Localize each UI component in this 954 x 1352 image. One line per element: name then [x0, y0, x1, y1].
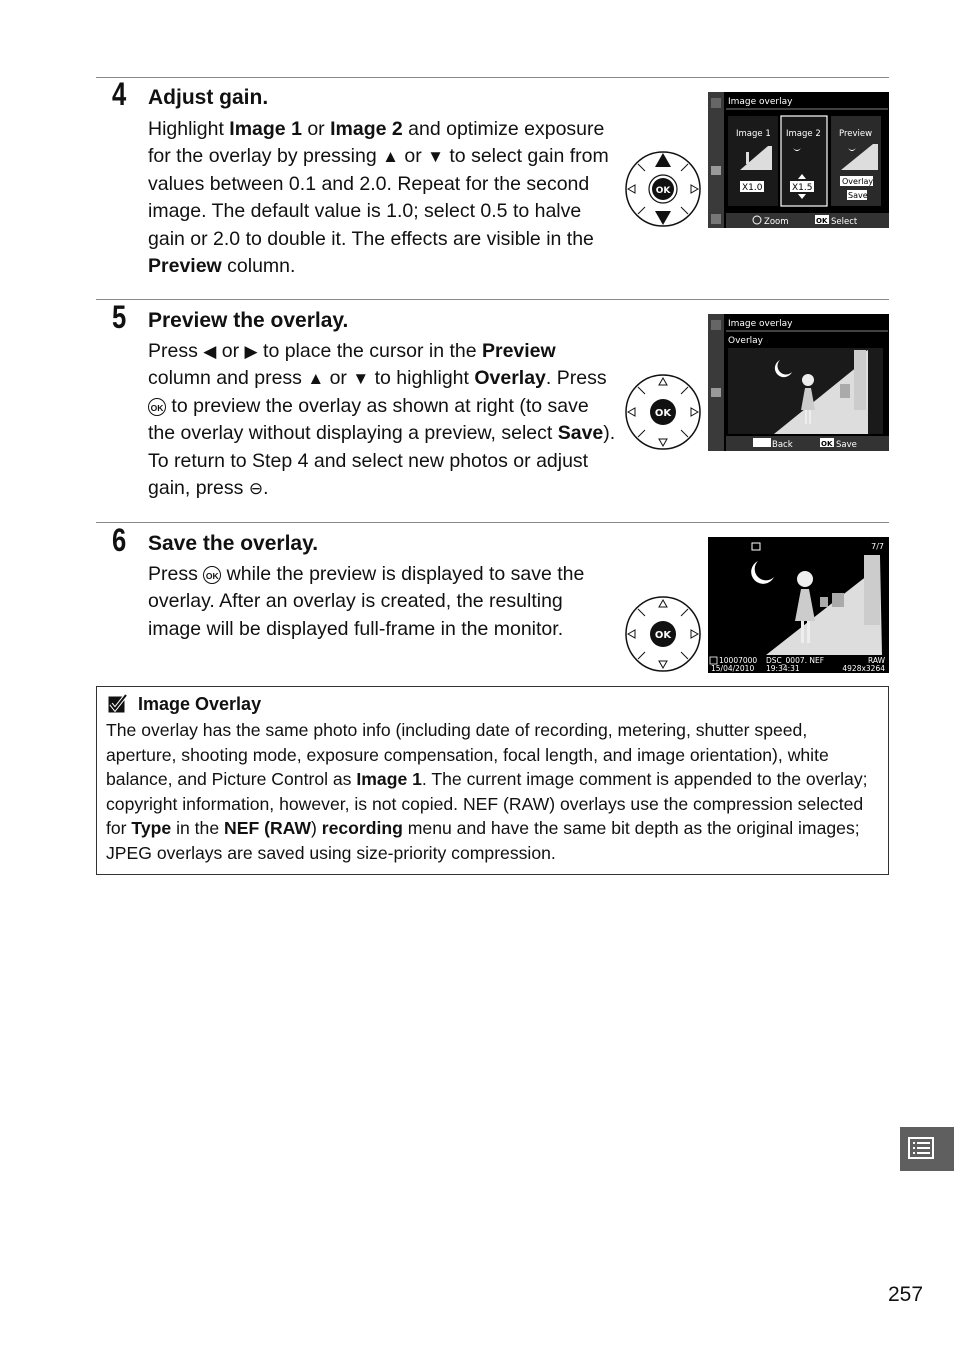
svg-text:OK: OK: [821, 440, 833, 448]
step-number: 5: [112, 299, 127, 335]
svg-text:19:34:31: 19:34:31: [766, 664, 800, 673]
divider-step-6: [96, 522, 889, 523]
down-triangle-icon: ▼: [427, 147, 444, 167]
svg-text:Select: Select: [831, 217, 858, 227]
note-title: Image Overlay: [138, 694, 262, 714]
svg-text:X1.0: X1.0: [742, 183, 763, 193]
down-triangle-icon: ▼: [352, 369, 370, 389]
camera-screen-fullframe: [708, 537, 889, 673]
step-number: 6: [112, 522, 127, 558]
step-body: Press ◀ or ▶ to place the cursor in the Preview column and press ▲ or ▼ to highlight Overlay. Press OK to preview the overlay as shown at right (to save the overlay without displaying a preview, select Save). To return to Step 4 and select new photos or adjust gain, press ⊖.: [148, 340, 616, 500]
note-box: [96, 686, 889, 875]
svg-text:RAW: RAW: [867, 656, 885, 665]
svg-text:X1.5: X1.5: [792, 183, 813, 193]
svg-text:10007000: 10007000: [719, 656, 758, 665]
menu-list-icon: [900, 1127, 954, 1171]
camera-screen-gain: [708, 92, 889, 228]
step-title: Preview the overlay.: [148, 309, 349, 332]
left-triangle-icon: ◀: [203, 342, 217, 361]
step-body: Highlight Image 1 or Image 2 and optimize exposure for the overlay by pressing ▲ or ▼ to select gain from values between 0.1 and 2.0. Repeat for the second image. The default value is 1.0; select 0.5 to halve gain or 2.0 to double it. The effects are visible in the Preview column.: [148, 118, 609, 278]
svg-text:Overlay: Overlay: [728, 336, 763, 346]
svg-text:Back: Back: [772, 440, 793, 450]
svg-text:Save: Save: [848, 191, 868, 200]
camera-screen-preview: [708, 314, 889, 451]
multi-selector-dial-icon: [624, 150, 702, 228]
step-number: 4: [112, 76, 127, 112]
svg-text:Overlay: Overlay: [842, 177, 874, 186]
zoom-out-thumbnail-icon: ⊖: [248, 479, 264, 499]
svg-text:Image 1: Image 1: [736, 129, 771, 139]
checkmark-box-icon: [107, 693, 129, 715]
svg-text:4928x3264: 4928x3264: [842, 664, 885, 673]
right-triangle-icon: ▶: [244, 342, 258, 361]
svg-text:Save: Save: [836, 440, 857, 450]
svg-text:Preview: Preview: [839, 129, 873, 139]
menu-tab[interactable]: [900, 1127, 954, 1171]
multi-selector-dial-icon: [624, 373, 702, 451]
note-body: The overlay has the same photo info (including date of recording, metering, shutter speed, aperture, shooting mode, exposure compensation, focal length, and image orientation), white balance, and Picture Control as Image 1. The current image comment is appended to the overlay; copyright information, however, is not copied. NEF (RAW) overlays use the compression selected for Type in the NEF (RAW) recording menu and have the same bit depth as the original images; JPEG overlays are saved using size-priority compression.: [106, 720, 868, 863]
svg-text:7/7: 7/7: [871, 542, 884, 551]
step-title: Save the overlay.: [148, 532, 319, 555]
step-title: Adjust gain.: [148, 86, 269, 109]
svg-text:Image overlay: Image overlay: [728, 319, 793, 329]
ok-label: OK: [655, 186, 671, 196]
ok-label: OK: [654, 408, 672, 419]
svg-text:Image 2: Image 2: [786, 129, 821, 139]
up-triangle-icon: ▲: [307, 369, 325, 389]
up-triangle-icon: ▲: [382, 147, 399, 167]
ok-button-icon: OK: [148, 398, 166, 416]
divider-step-5: [96, 299, 889, 300]
page-number: 257: [888, 1283, 924, 1306]
svg-text:Zoom: Zoom: [764, 217, 789, 227]
ok-button-icon: OK: [203, 566, 221, 584]
svg-text:Image overlay: Image overlay: [728, 97, 793, 107]
svg-text:DSC_0007. NEF: DSC_0007. NEF: [766, 656, 825, 665]
multi-selector-dial-icon: [624, 595, 702, 673]
svg-text:OK: OK: [816, 217, 828, 225]
ok-label: OK: [654, 630, 672, 641]
divider-step-4: [96, 77, 889, 78]
step-body: Press OK while the preview is displayed to save the overlay. After an overlay is created, the resulting image will be displayed full-frame in the monitor.: [148, 563, 585, 640]
svg-text:15/04/2010: 15/04/2010: [711, 664, 755, 673]
